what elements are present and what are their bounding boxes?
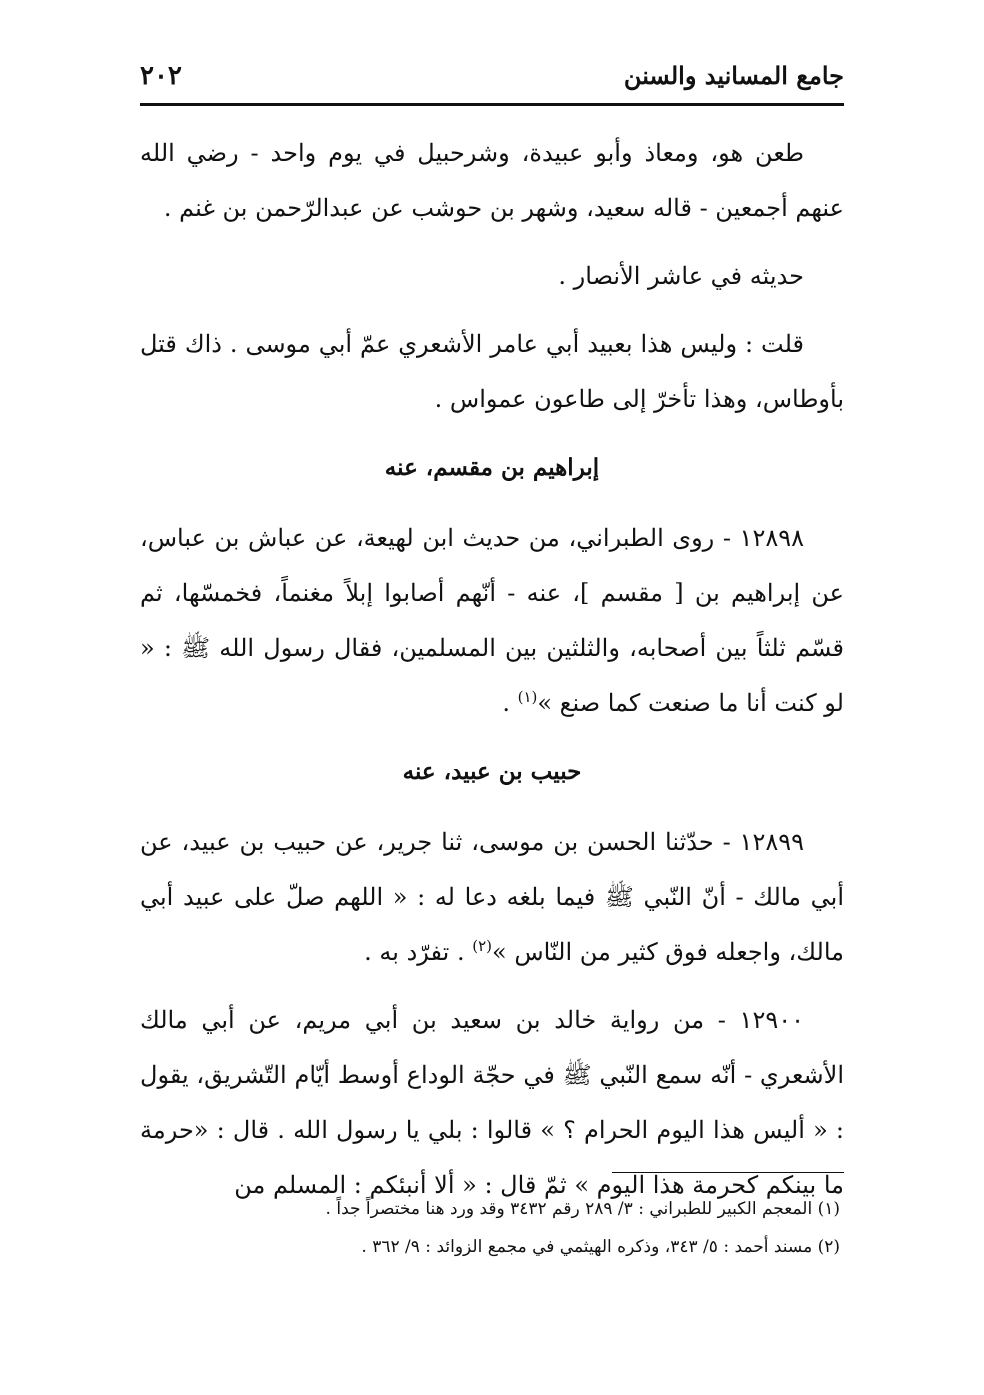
section-title-ibrahim: إبراهيم بن مقسم، عنه (384, 454, 600, 481)
hadith-12898-end: . (502, 689, 518, 717)
header-rule (140, 103, 844, 106)
paragraph-1: طعن هو، ومعاذ وأبو عبيدة، وشرحبيل في يوم واحد - رضي الله عنهم أجمعين - قاله سعيد، وشهر بن حوشب عن عبدالرّحمن بن غنم . (140, 139, 844, 222)
section-title-habib: حبيب بن عبيد، عنه (402, 758, 582, 785)
hadith-12899-text: ١٢٨٩٩ - حدّثنا الحسن بن موسى، ثنا جرير، عن حبيب بن عبيد، عن أبي مالك - أنّ النّبي ﷺ فيما بلغه دعا له : « اللهم صلّ على عبيد أبي مالك، واجعله فوق كثير من النّاس » (140, 828, 844, 966)
footnote-ref-2: (٢) (472, 937, 492, 955)
page-number: ٢٠٢ (140, 61, 182, 91)
footnote-ref-1: (١) (517, 688, 538, 706)
hadith-12900: ١٢٩٠٠ - من رواية خالد بن سعيد بن أبي مريم، عن أبي مالك الأشعري - أنّه سمع النّبي ﷺ في حجّة الوداع أوسط أيّام التّشريق، يقول : « أليس هذا اليوم الحرام ؟ » قالوا : بلي يا رسول الله . قال : «حرمة ما بينكم كحرمة هذا اليوم » ثمّ قال : « ألا أنبئكم : المسلم من (140, 1006, 844, 1199)
running-title: جامع المسانيد والسنن (623, 61, 844, 90)
footnote-2: (٢) مسند أحمد : ٥/ ٣٤٣، وذكره الهيثمي في مجمع الزوائد : ٩/ ٣٦٢ . (361, 1237, 840, 1257)
paragraph-3: قلت : وليس هذا بعبيد أبي عامر الأشعري عمّ أبي موسى . ذاك قتل بأوطاس، وهذا تأخرّ إلى طاعون عمواس . (140, 330, 844, 413)
footnote-1: (١) المعجم الكبير للطبراني : ٣/ ٢٨٩ رقم ٣٤٣٢ وقد ورد هنا مختصراً جداً . (325, 1199, 840, 1219)
hadith-12898 (140, 511, 844, 731)
footnote-rule (612, 1172, 844, 1173)
paragraph-2: حديثه في عاشر الأنصار . (558, 262, 804, 290)
main-text (140, 126, 844, 1226)
hadith-12898-text: ١٢٨٩٨ - روى الطبراني، من حديث ابن لهيعة، عن عباش بن عباس، عن إبراهيم بن [ مقسم ]، عنه - أنّهم أصابوا إبلاً مغنماً، فخمسّها، ثم قسّم ثلثاً بين أصحابه، والثلثين بين المسلمين، فقال رسول الله ﷺ : « لو كنت أنا ما صنعت كما صنع » (140, 524, 844, 717)
footnotes (140, 1190, 844, 1266)
hadith-12899 (140, 815, 844, 980)
hadith-12899-end: . تفرّد به . (364, 938, 473, 966)
page-header (140, 55, 844, 100)
